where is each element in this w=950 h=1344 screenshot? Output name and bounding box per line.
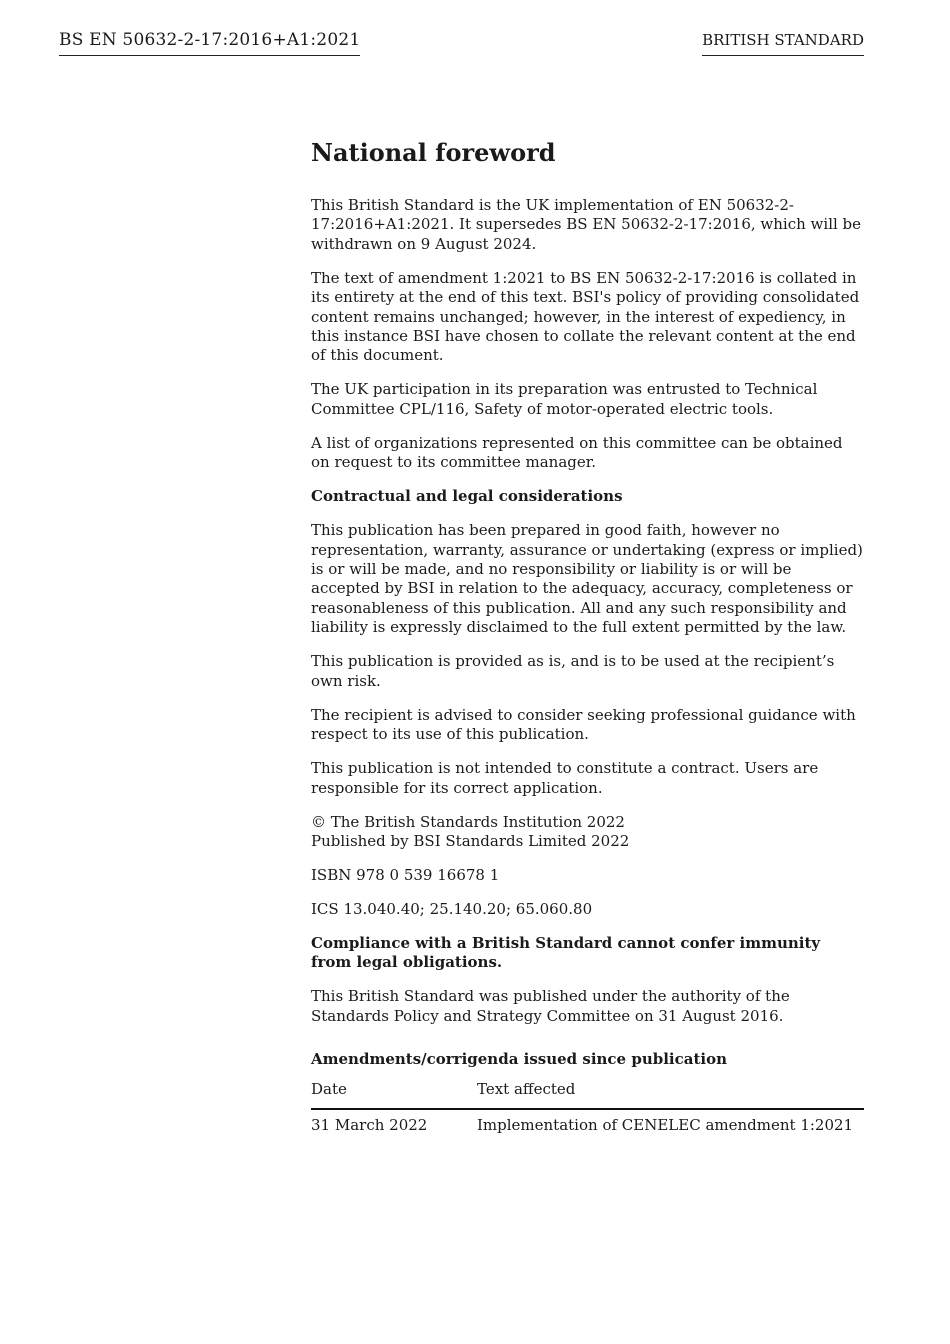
- publisher-line: Published by BSI Standards Limited 2022: [311, 831, 630, 850]
- page-title: National foreword: [311, 138, 556, 167]
- copyright-line: © The British Standards Institution 2022: [311, 812, 625, 831]
- isbn: ISBN 978 0 539 16678 1: [311, 865, 500, 884]
- amendment-text-affected: Implementation of CENELEC amendment 1:2021: [477, 1115, 854, 1134]
- paragraph-good-faith: This publication has been prepared in good faith, however no representation, warranty, assurance or undertaking (express or implied) is or will be made, and no responsibility or liability is or will be accepted by BSI in relation to the adequacy, accuracy, completeness or reasonableness of this publication. All and any such responsibility and liability is expressly disclaimed to the full extent permitted by the law.: [311, 521, 863, 637]
- column-header-date: Date: [311, 1080, 477, 1109]
- document-id: BS EN 50632-2-17:2016+A1:2021: [59, 30, 360, 56]
- paragraph-uk-participation: The UK participation in its preparation was entrusted to Technical Committee CPL/116, Safety of motor-operated electric tools.: [311, 380, 818, 418]
- section-heading-contractual: Contractual and legal considerations: [311, 487, 623, 506]
- copyright-block: [311, 813, 864, 852]
- compliance-notice: Compliance with a British Standard cannot confer immunity from legal obligations.: [311, 933, 821, 972]
- paragraph-authority: This British Standard was published under the authority of the Standards Policy and Strategy Committee on 31 August 2016.: [311, 987, 790, 1025]
- paragraph-guidance: The recipient is advised to consider seeking professional guidance with respect to its use of this publication.: [311, 705, 856, 744]
- table-header-row: [311, 1080, 864, 1109]
- paragraph-own-risk: This publication is provided as is, and is to be used at the recipient’s own risk.: [311, 652, 835, 690]
- amendment-date: 31 March 2022: [311, 1115, 428, 1134]
- paragraph-implementation: This British Standard is the UK implementation of EN 50632-2-17:2016+A1:2021. It supersedes BS EN 50632-2-17:2016, which will be withdrawn on 9 August 2024.: [311, 196, 862, 253]
- table-row: [311, 1109, 864, 1135]
- paragraph-amendment-collation: The text of amendment 1:2021 to BS EN 50632-2-17:2016 is collated in its entirety at the end of this text. BSI's policy of providing consolidated content remains unchanged; however, in the interest of expediency, in this instance BSI have chosen to collate the relevant content at the end of this document.: [311, 268, 860, 365]
- amendments-heading: Amendments/corrigenda issued since publication: [311, 1050, 727, 1069]
- standard-label: BRITISH STANDARD: [702, 31, 864, 56]
- amendments-table: [311, 1080, 864, 1135]
- paragraph-not-contract: This publication is not intended to constitute a contract. Users are responsible for its correct application.: [311, 759, 819, 797]
- column-header-text-affected: Text affected: [477, 1080, 864, 1109]
- paragraph-committee-list: A list of organizations represented on this committee can be obtained on request to its committee manager.: [311, 433, 843, 472]
- ics-codes: ICS 13.040.40; 25.140.20; 65.060.80: [311, 899, 593, 918]
- foreword-content: [311, 138, 864, 1135]
